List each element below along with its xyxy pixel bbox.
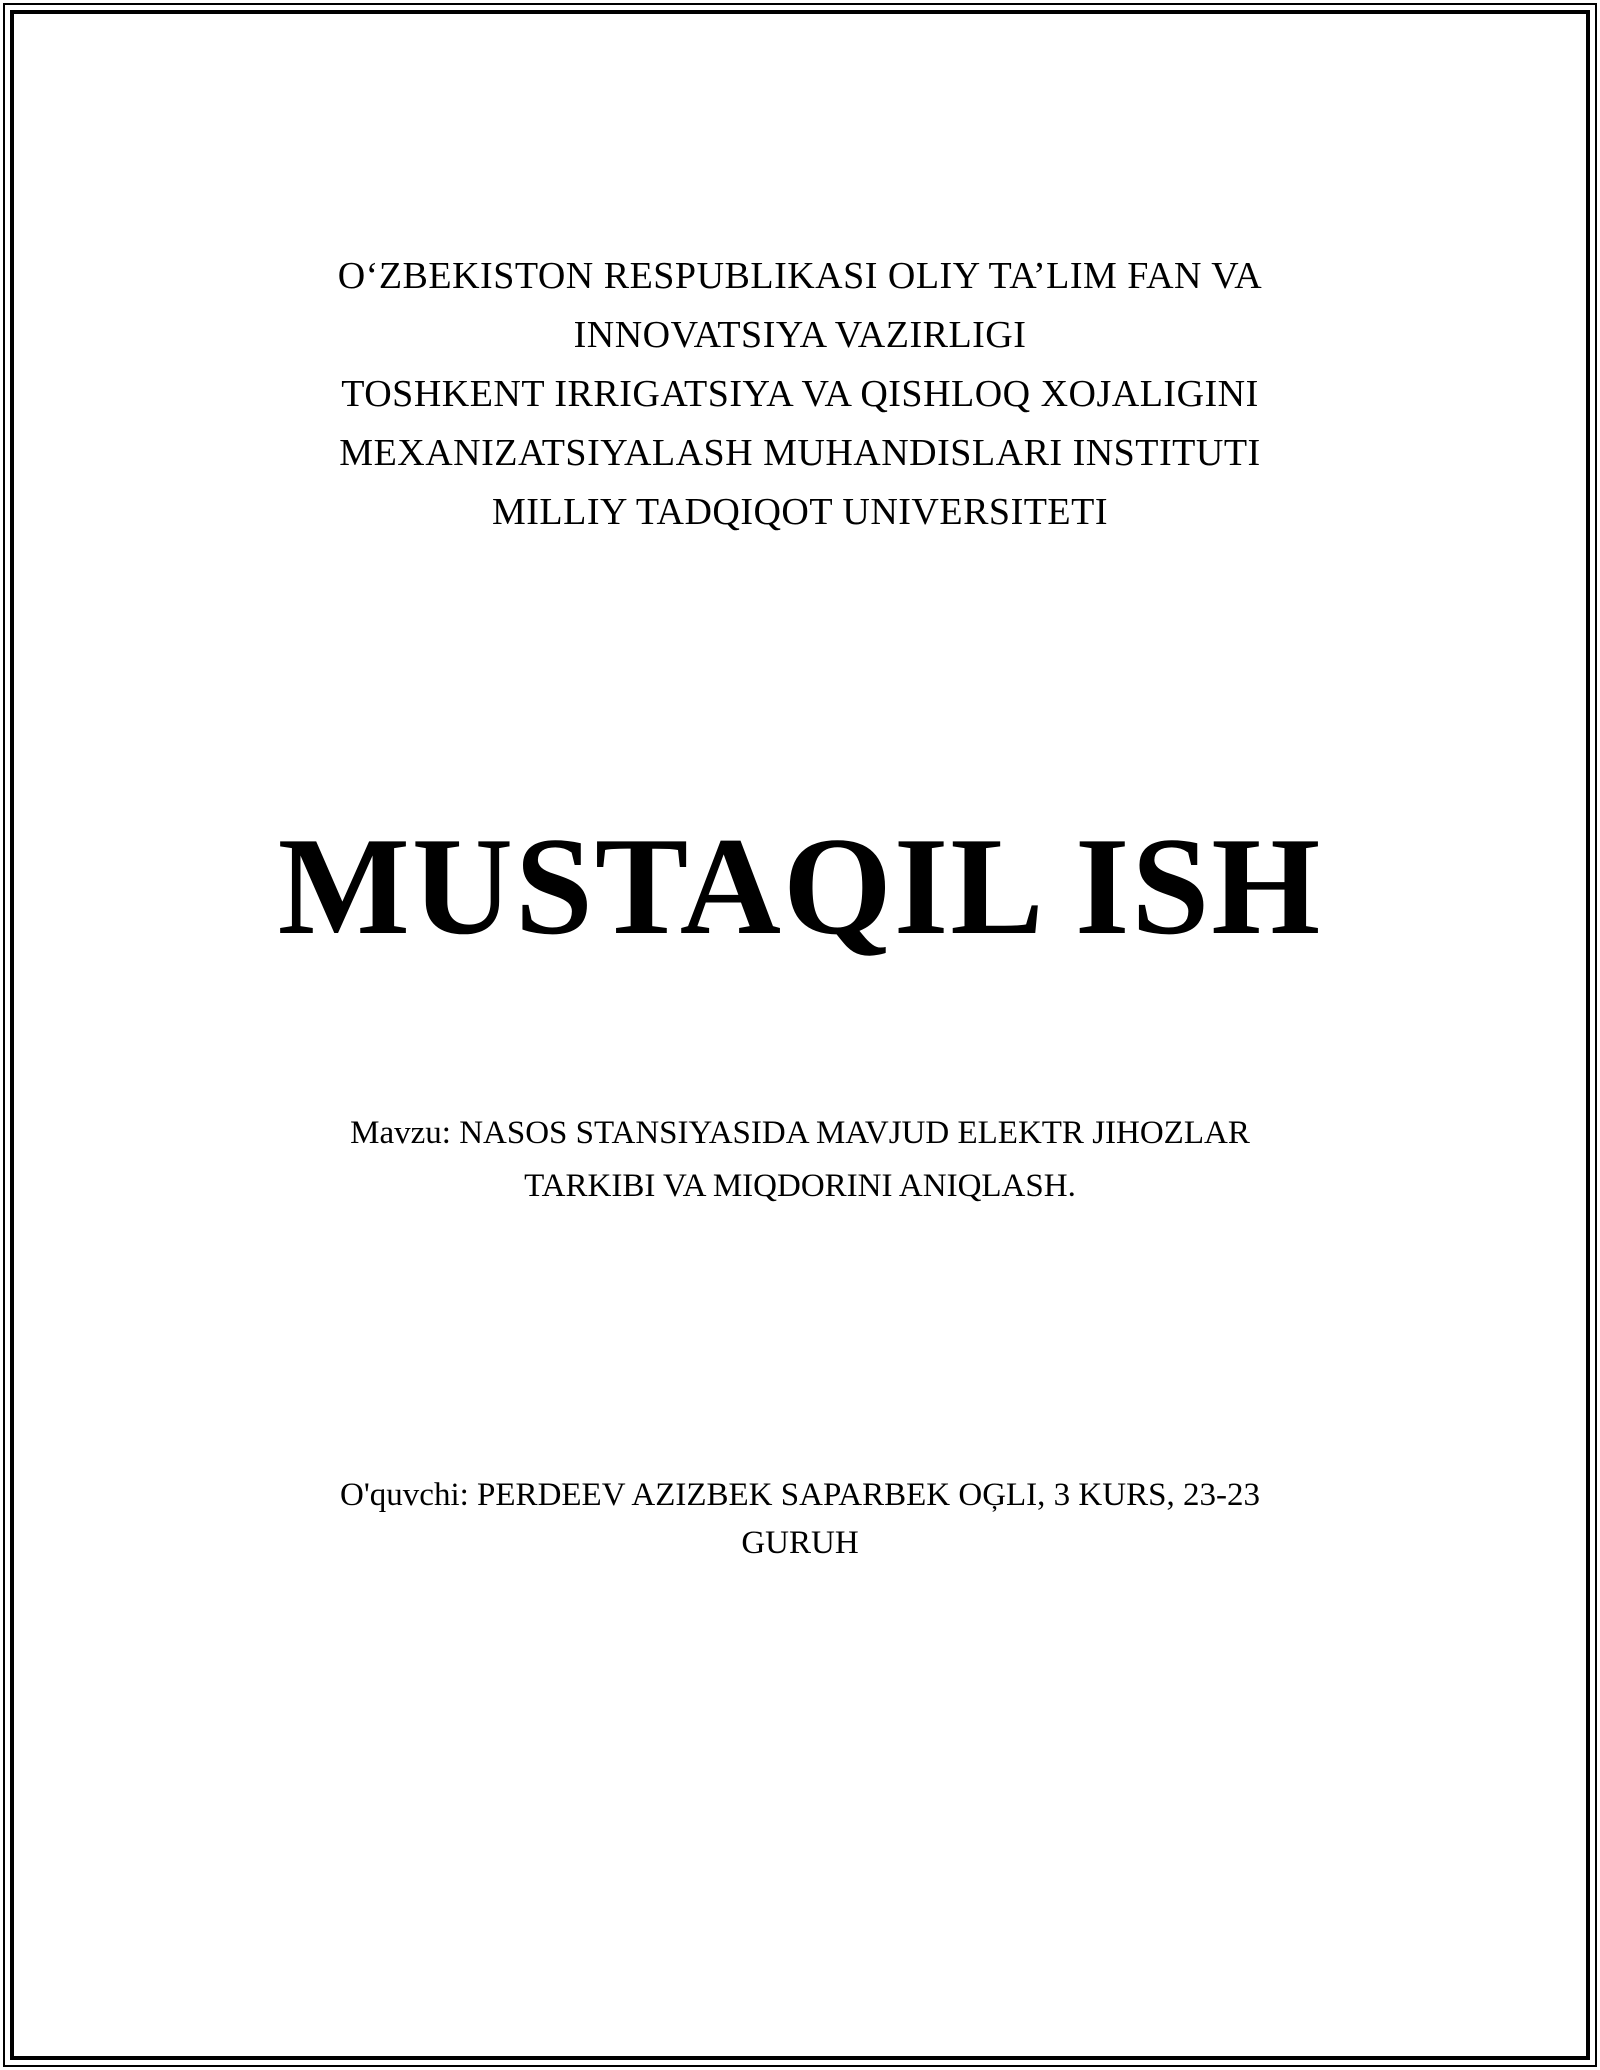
student-section [0, 1471, 1600, 1567]
topic-section [0, 1107, 1600, 1213]
ministry-line-5: MILLIY TADQIQOT UNIVERSITETI [491, 491, 1109, 533]
ministry-line-1: OʻZBEKISTON RESPUBLIKASI OLIY TA’LIM FAN VA [337, 255, 1263, 297]
topic-line-1: Mavzu: NASOS STANSIYASIDA MAVJUD ELEKTR JIHOZLAR [350, 1115, 1250, 1151]
ministry-line-4: MEXANIZATSIYALASH MUHANDISLARI INSTITUTI [339, 432, 1261, 474]
ministry-line-3: TOSHKENT IRRIGATSIYA VA QISHLOQ XOJALIGINI [341, 373, 1259, 415]
ministry-line-2: INNOVATSIYA VAZIRLIGI [573, 314, 1027, 356]
page-title: MUSTAQIL ISH [277, 809, 1323, 964]
student-line-2: GURUH [741, 1525, 859, 1561]
ministry-header [0, 0, 1600, 542]
topic-line-2: TARKIBI VA MIQDORINI ANIQLASH. [524, 1168, 1076, 1204]
student-line-1: O'quvchi: PERDEEV AZIZBEK SAPARBEK OĢLI, 3 KURS, 23-23 [340, 1477, 1260, 1513]
